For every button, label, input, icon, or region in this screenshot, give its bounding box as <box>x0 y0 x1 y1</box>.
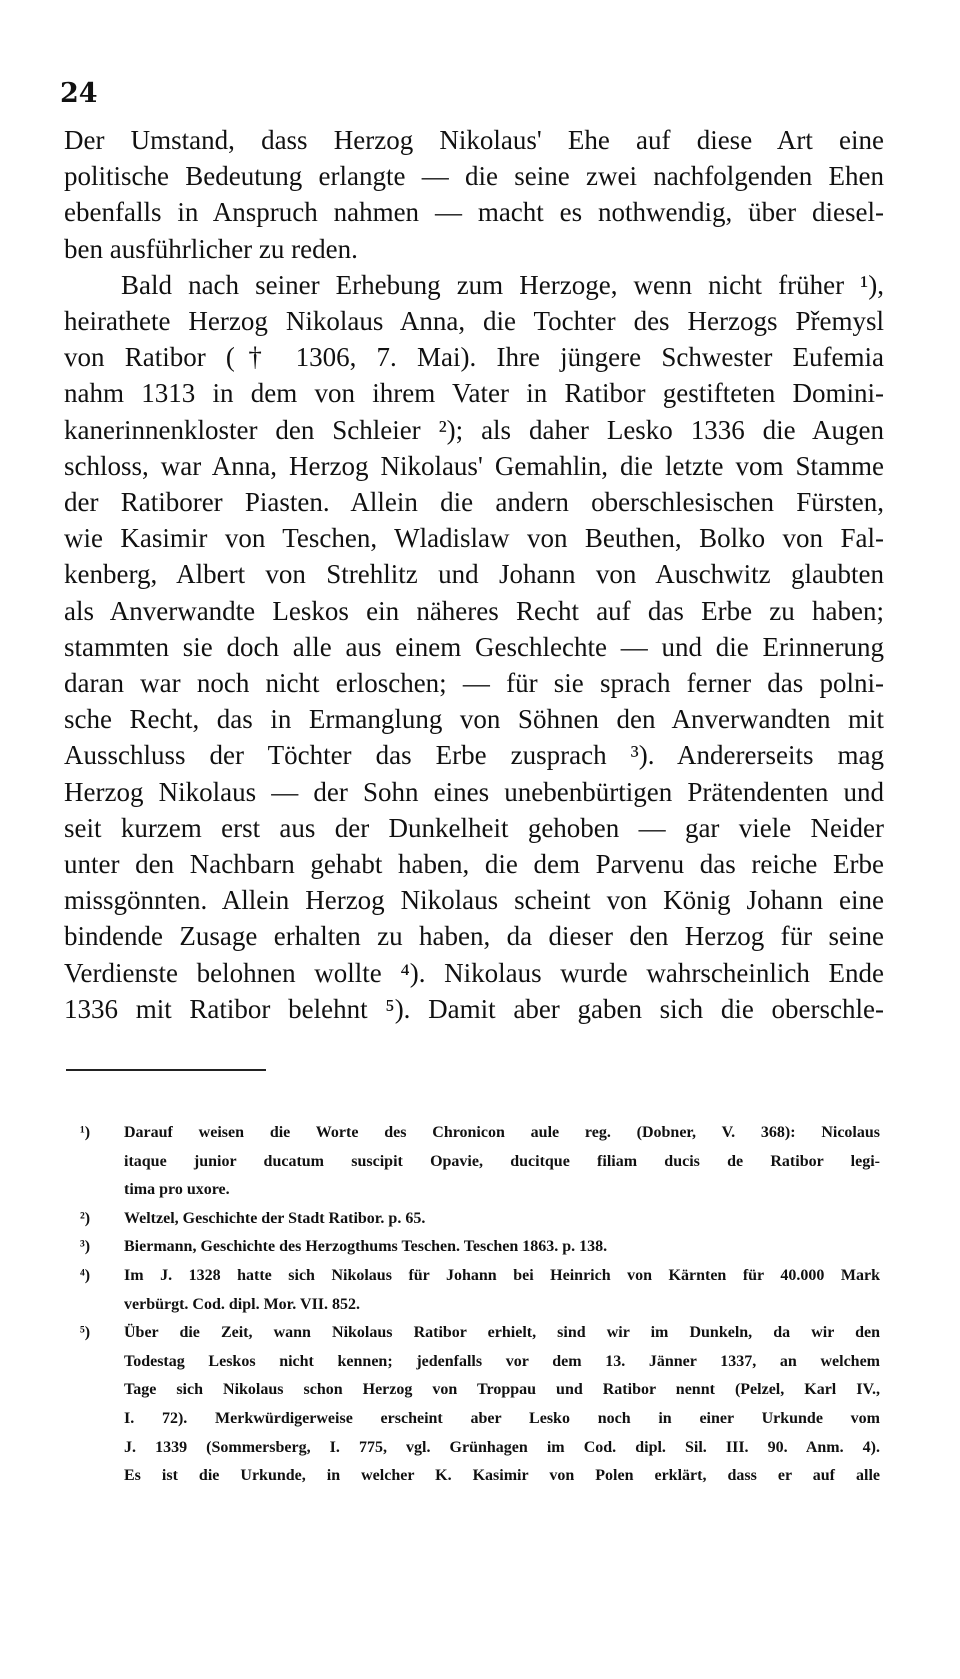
footnote-line: Biermann, Geschichte des Herzogthums Teschen. Teschen 1863. p. 138. <box>124 1238 608 1256</box>
text-line: daran war noch nicht erloschen; — für sie sprach ferner das polni- <box>64 668 884 699</box>
footnote-line: Darauf weisen die Worte des Chronicon aule reg. (Dobner, V. 368): Nicolaus <box>124 1124 880 1141</box>
text-line: unter den Nachbarn gehabt haben, die dem Parvenu das reiche Erbe <box>64 849 884 880</box>
footnote-line: Tage sich Nikolaus schon Herzog von Troppau und Ratibor nennt (Pelzel, Karl IV., <box>124 1381 880 1399</box>
text-line: Der Umstand, dass Herzog Nikolaus' Ehe auf diese Art eine <box>64 125 884 155</box>
text-line: kenberg, Albert von Strehlitz und Johann von Auschwitz glaubten <box>64 559 884 590</box>
text-line: stammten sie doch alle aus einem Geschlechte — und die Erinnerung <box>64 631 884 662</box>
footnote-1 <box>80 1119 880 1205</box>
footnote-3 <box>80 1233 880 1262</box>
footnote-mark: ¹) <box>80 1124 91 1141</box>
footnote-mark: ⁴) <box>80 1266 91 1284</box>
text-line: nahm 1313 in dem von ihrem Vater in Ratibor gestifteten Domini- <box>64 378 884 409</box>
footnote-line: verbürgt. Cod. dipl. Mor. VII. 852. <box>124 1295 361 1313</box>
footnote-mark: ³) <box>80 1238 91 1256</box>
text-line: 1336 mit Ratibor belehnt ⁵). Damit aber gaben sich die oberschle- <box>64 993 884 1024</box>
footnote-line: J. 1339 (Sommersberg, I. 775, vgl. Grünhagen im Cod. dipl. Sil. III. 90. Anm. 4). <box>124 1438 880 1456</box>
text-line: Herzog Nikolaus — der Sohn eines unebenbürtigen Prätendenten und <box>64 776 884 807</box>
text-line: bindende Zusage erhalten zu haben, da dieser den Herzog für seine <box>64 921 884 952</box>
main-text <box>64 122 884 1027</box>
text-line: sche Recht, das in Ermanglung von Söhnen den Anverwandten mit <box>64 704 884 735</box>
text-line: als Anverwandte Leskos ein näheres Recht auf das Erbe zu haben; <box>64 595 884 626</box>
paragraph-2 <box>64 267 884 1027</box>
text-line: kanerinnenkloster den Schleier ²); als daher Lesko 1336 die Augen <box>64 414 884 445</box>
footnote-line: Im J. 1328 hatte sich Nikolaus für Johann bei Heinrich von Kärnten für 40.000 Mark <box>124 1266 880 1284</box>
text-line: heirathete Herzog Nikolaus Anna, die Tochter des Herzogs Přemysl <box>64 306 884 337</box>
footnote-5 <box>80 1319 880 1491</box>
text-line: schloss, war Anna, Herzog Nikolaus' Gemahlin, die letzte vom Stamme <box>64 450 884 481</box>
text-line: Ausschluss der Töchter das Erbe zusprach ³). Andererseits mag <box>64 740 884 771</box>
text-line: politische Bedeutung erlangte — die seine zwei nachfolgenden Ehen <box>64 161 884 192</box>
footnote-line: I. 72). Merkwürdigerweise erscheint aber Lesko noch in einer Urkunde vom <box>124 1409 880 1427</box>
footnote-2 <box>80 1205 880 1234</box>
text-line: seit kurzem erst aus der Dunkelheit gehoben — gar viele Neider <box>64 812 884 843</box>
footnotes <box>80 1119 880 1491</box>
text-line: der Ratiborer Piasten. Allein die andern oberschlesischen Fürsten, <box>64 487 884 518</box>
footnote-line: Über die Zeit, wann Nikolaus Ratibor erhielt, sind wir im Dunkeln, da wir den <box>124 1324 880 1342</box>
footnote-mark: ²) <box>80 1209 91 1227</box>
footnote-line: itaque junior ducatum suscipit Opavie, ducitque filiam ducis de Ratibor legi- <box>124 1152 880 1170</box>
text-line: missgönnten. Allein Herzog Nikolaus scheint von König Johann eine <box>64 885 884 916</box>
footnote-mark: ⁵) <box>80 1324 91 1342</box>
footnote-line: tima pro uxore. <box>124 1181 230 1199</box>
text-line: ebenfalls in Anspruch nahmen — macht es nothwendig, über diesel- <box>64 197 884 228</box>
footnote-line: Weltzel, Geschichte der Stadt Ratibor. p. 65. <box>124 1209 426 1227</box>
footnote-line: Todestag Leskos nicht kennen; jedenfalls vor dem 13. Jänner 1337, an welchem <box>124 1352 880 1370</box>
text-line: Bald nach seiner Erhebung zum Herzoge, wenn nicht früher ¹), <box>121 269 884 300</box>
page-number: 24 <box>60 78 98 109</box>
footnote-line: Es ist die Urkunde, in welcher K. Kasimir von Polen erklärt, dass er auf alle <box>124 1467 880 1485</box>
footnote-4 <box>80 1262 880 1319</box>
text-line: ben ausführlicher zu reden. <box>64 233 358 264</box>
paragraph-1 <box>64 122 884 267</box>
text-line: wie Kasimir von Teschen, Wladislaw von Beuthen, Bolko von Fal- <box>64 523 884 554</box>
text-line: Verdienste belohnen wollte ⁴). Nikolaus wurde wahrscheinlich Ende <box>64 957 884 988</box>
text-line: von Ratibor († 1306, 7. Mai). Ihre jüngere Schwester Eufemia <box>64 342 884 373</box>
footnote-divider <box>66 1069 266 1071</box>
